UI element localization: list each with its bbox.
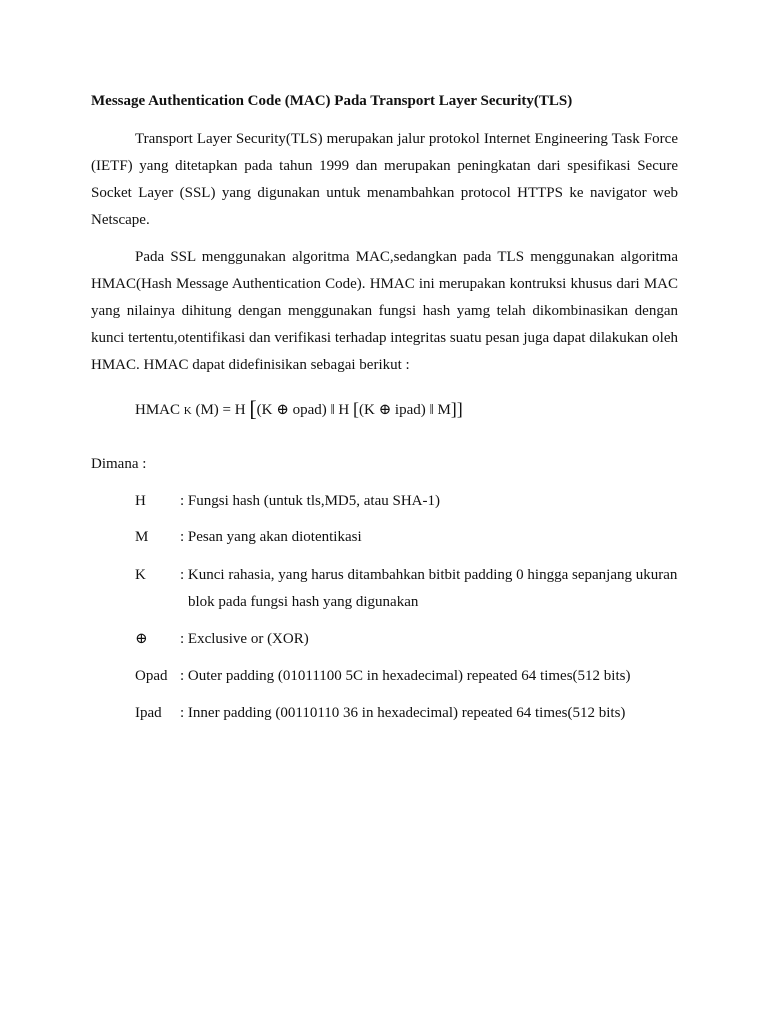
dimana-label: Dimana : bbox=[91, 456, 147, 472]
definition-desc: : Pesan yang akan diotentikasi bbox=[180, 529, 362, 545]
definition-term: K bbox=[135, 567, 146, 583]
definition-term: Ipad bbox=[135, 705, 162, 721]
paragraph-tls-intro: Transport Layer Security(TLS) merupakan jalur protokol Internet Engineering Task Force (IETF) yang ditetapkan pada tahun 1999 dan merupakan peningkatan dari spesifikasi Secure Socket Layer (SSL) yang digunakan untuk menambahkan protocol HTTPS ke navigator web Netscape. bbox=[91, 131, 678, 228]
formula-outer-bracket: [ bbox=[249, 396, 257, 421]
definition-desc: : Kunci rahasia, yang harus ditambahkan bitbit padding 0 hingga sepanjang ukuran bbox=[180, 567, 678, 583]
definition-desc: : Exclusive or (XOR) bbox=[180, 631, 309, 647]
definition-term: H bbox=[135, 493, 146, 509]
hmac-formula bbox=[135, 396, 463, 422]
definition-desc: : Fungsi hash (untuk tls,MD5, atau SHA-1) bbox=[180, 493, 440, 509]
formula-inner-bracket: [ bbox=[353, 399, 360, 419]
definition-desc: : Outer padding (01011100 5C in hexadecimal) repeated 64 times(512 bits) bbox=[180, 668, 631, 684]
formula-close-brackets: ]] bbox=[450, 399, 463, 419]
definition-term: M bbox=[135, 529, 149, 545]
formula-subscript: K bbox=[183, 405, 192, 417]
definition-desc-continuation: blok pada fungsi hash yang digunakan bbox=[188, 594, 419, 610]
definition-desc: : Inner padding (00110110 36 in hexadecimal) repeated 64 times(512 bits) bbox=[180, 705, 626, 721]
formula-part2: (K ⊕ ipad) ‖ M bbox=[359, 402, 451, 418]
formula-lhs: HMAC bbox=[135, 402, 181, 418]
definition-desc-block bbox=[180, 562, 680, 616]
document-title: Message Authentication Code (MAC) Pada Transport Layer Security(TLS) bbox=[91, 93, 573, 109]
xor-symbol-icon: ⊕ bbox=[135, 631, 148, 647]
definition-term: Opad bbox=[135, 668, 168, 684]
paragraph-hmac-description: Pada SSL menggunakan algoritma MAC,sedangkan pada TLS menggunakan algoritma HMAC(Hash Message Authentication Code). HMAC ini merupakan kontruksi khusus dari MAC yang nilainya dihitung dengan menggunakan fungsi hash yamg telah dikombinasikan dengan kunci tertentu,otentifikasi dan verifikasi terhadap integritas suatu pesan juga dapat dilakukan oleh HMAC. HMAC dapat didefinisikan sebagai berikut : bbox=[91, 249, 678, 373]
formula-part1: (K ⊕ opad) ‖ H bbox=[256, 402, 354, 418]
formula-arg: (M) = H bbox=[191, 402, 250, 418]
